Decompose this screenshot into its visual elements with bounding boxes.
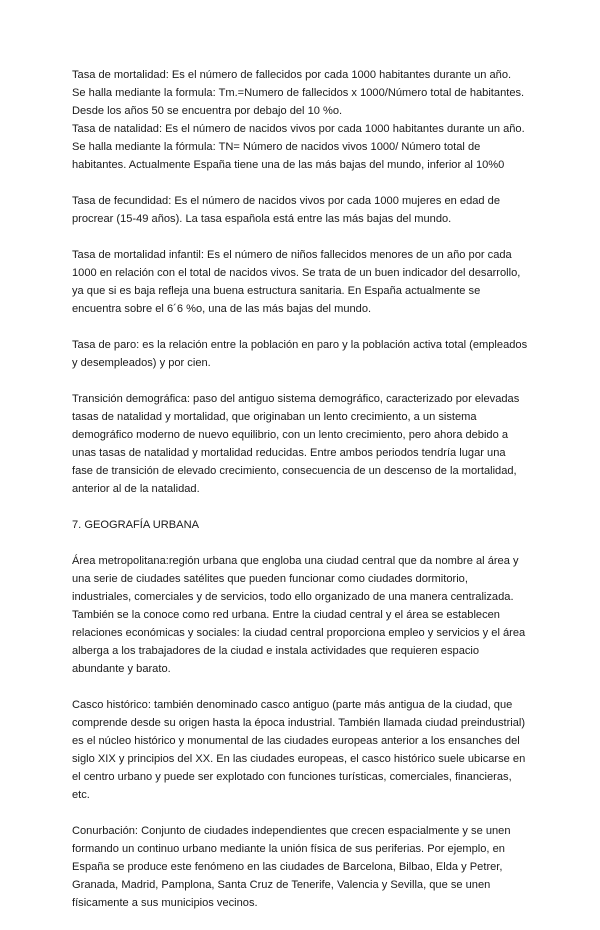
- definition-unemployment-rate: Tasa de paro: es la relación entre la población en paro y la población activa total (empleados y desempleados) y por cien.: [72, 339, 528, 369]
- definition-birth-rate: Tasa de natalidad: Es el número de nacidos vivos por cada 1000 habitantes durante un año. Se halla mediante la fórmula: TN= Número de nacidos vivos 1000/ Número total de habitantes. Actualmente España tiene una de las más bajas del mundo, inferior al 10%0: [72, 123, 525, 171]
- section-heading-urban-geography: 7. GEOGRAFÍA URBANA: [72, 519, 199, 531]
- document-page: [72, 66, 528, 930]
- definition-conurbation: Conurbación: Conjunto de ciudades independientes que crecen espacialmente y se unen formando un continuo urbano mediante la unión física de sus periferias. Por ejemplo, en España se produce este fenómeno en las ciudades de Barcelona, Bilbao, Elda y Petrer, Granada, Madrid, Pamplona, Santa Cruz de Tenerife, Valencia y Sevilla, que se unen físicamente a sus municipios vecinos.: [72, 825, 511, 909]
- definition-mortality-rate: Tasa de mortalidad: Es el número de fallecidos por cada 1000 habitantes durante un año. Se halla mediante la formula: Tm.=Numero de fallecidos x 1000/Número total de habitantes. Desde los años 50 se encuentra por debajo del 10 %o.: [72, 69, 525, 117]
- urban-definitions: [72, 552, 528, 912]
- definition-infant-mortality-rate: Tasa de mortalidad infantil: Es el número de niños fallecidos menores de un año por cada 1000 en relación con el total de nacidos vivos. Se trata de un buen indicador del desarrollo, ya que si es baja refleja una buena estructura sanitaria. En España actualmente se encuentra sobre el 6´6 %o, una de las más bajas del mundo.: [72, 249, 521, 315]
- definition-historic-center: Casco histórico: también denominado casco antiguo (parte más antigua de la ciudad, que comprende desde su origen hasta la época industrial. También llamada ciudad preindustrial) es el núcleo histórico y monumental de las ciudades europeas anterior a los ensanches del siglo XIX y principios del XX. En las ciudades europeas, el casco histórico suele ubicarse en el centro urbano y puede ser explotado con funciones turísticas, comerciales, financieras, etc.: [72, 699, 526, 801]
- definition-metropolitan-area: Área metropolitana:región urbana que engloba una ciudad central que da nombre al área y una serie de ciudades satélites que pueden funcionar como ciudades dormitorio, industriales, comerciales y de servicios, todo ello organizado de una manera centralizada. También se la conoce como red urbana. Entre la ciudad central y el área se establecen relaciones económicas y sociales: la ciudad central proporciona empleo y servicios y el área alberga a los trabajadores de la ciudad e instala actividades que requieren espacio abundante y barato.: [72, 555, 526, 675]
- definition-fertility-rate: Tasa de fecundidad: Es el número de nacidos vivos por cada 1000 mujeres en edad de procrear (15-49 años). La tasa española está entre las más bajas del mundo.: [72, 195, 501, 225]
- demography-definitions: [72, 66, 528, 498]
- definition-demographic-transition: Transición demográfica: paso del antiguo sistema demográfico, caracterizado por elevadas tasas de natalidad y mortalidad, que originaban un lento crecimiento, a un sistema demográfico moderno de nuevo equilibrio, con un lento crecimiento, pero ahora debido a unas tasas de natalidad y mortalidad reducidas. Entre ambos periodos tendría lugar una fase de transición de elevado crecimiento, consecuencia de un descenso de la mortalidad, anterior al de la natalidad.: [72, 393, 520, 495]
